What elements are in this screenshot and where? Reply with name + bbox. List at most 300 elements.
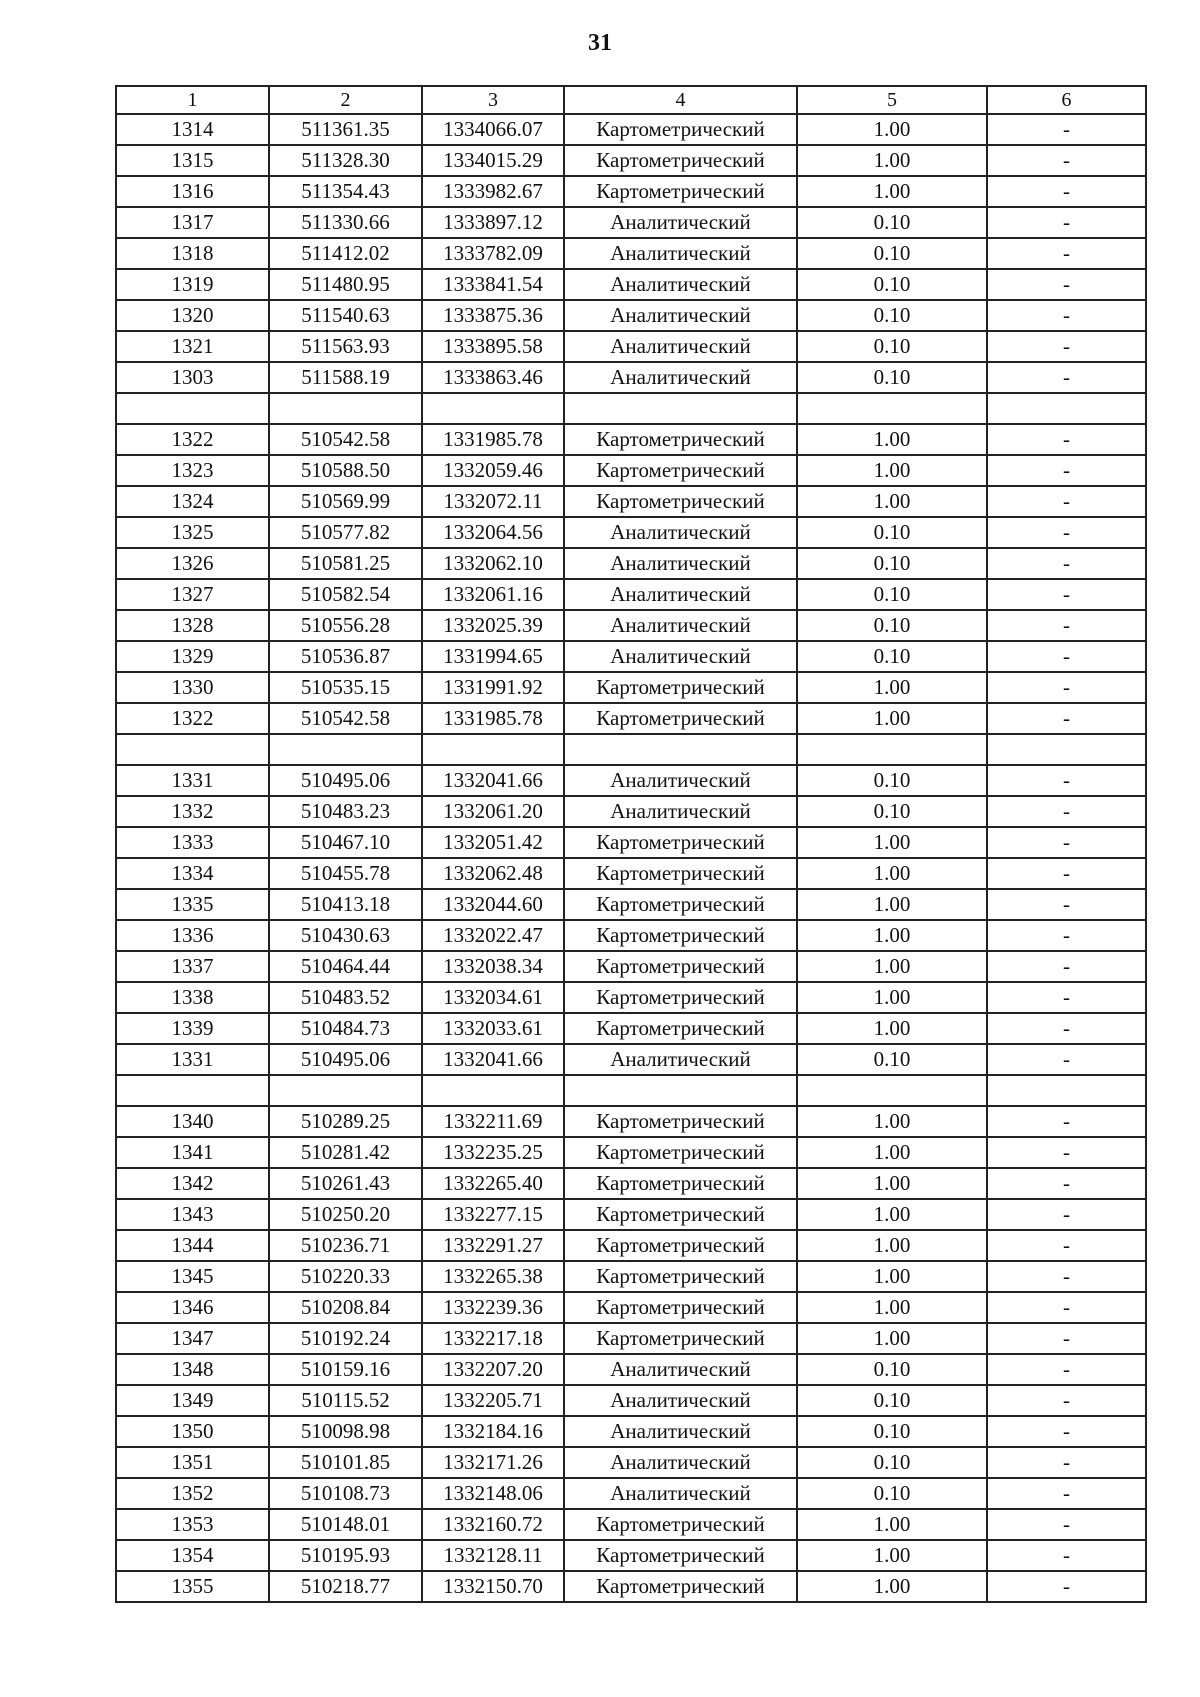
table-row (116, 1354, 1146, 1385)
coordinates-table (115, 85, 1147, 1603)
x-coordinate-cell: 510542.58 (269, 703, 422, 734)
accuracy-cell: 1.00 (797, 1137, 987, 1168)
note-cell: - (987, 920, 1146, 951)
x-coordinate-cell: 510159.16 (269, 1354, 422, 1385)
accuracy-cell: 1.00 (797, 920, 987, 951)
x-coordinate-cell: 511361.35 (269, 114, 422, 145)
point-number-cell: 1321 (116, 331, 269, 362)
method-cell: Картометрический (564, 1509, 797, 1540)
note-cell: - (987, 1478, 1146, 1509)
table-row (116, 889, 1146, 920)
method-cell: Картометрический (564, 672, 797, 703)
table-row (116, 1261, 1146, 1292)
table-row (116, 1292, 1146, 1323)
note-cell: - (987, 1261, 1146, 1292)
y-coordinate-cell (422, 1075, 564, 1106)
column-header: 3 (422, 86, 564, 114)
method-cell: Картометрический (564, 1013, 797, 1044)
note-cell: - (987, 1137, 1146, 1168)
accuracy-cell: 1.00 (797, 114, 987, 145)
accuracy-cell: 1.00 (797, 1292, 987, 1323)
point-number-cell: 1348 (116, 1354, 269, 1385)
note-cell: - (987, 1044, 1146, 1075)
x-coordinate-cell: 510577.82 (269, 517, 422, 548)
point-number-cell: 1319 (116, 269, 269, 300)
note-cell: - (987, 548, 1146, 579)
table-row (116, 982, 1146, 1013)
accuracy-cell (797, 1075, 987, 1106)
accuracy-cell: 1.00 (797, 486, 987, 517)
y-coordinate-cell: 1332148.06 (422, 1478, 564, 1509)
y-coordinate-cell: 1332171.26 (422, 1447, 564, 1478)
point-number-cell: 1345 (116, 1261, 269, 1292)
accuracy-cell: 0.10 (797, 207, 987, 238)
x-coordinate-cell: 510535.15 (269, 672, 422, 703)
note-cell: - (987, 1354, 1146, 1385)
point-number-cell: 1346 (116, 1292, 269, 1323)
accuracy-cell: 0.10 (797, 1447, 987, 1478)
method-cell: Картометрический (564, 1571, 797, 1602)
accuracy-cell: 1.00 (797, 1261, 987, 1292)
note-cell: - (987, 982, 1146, 1013)
accuracy-cell: 0.10 (797, 641, 987, 672)
page-number: 31 (588, 30, 612, 56)
method-cell: Аналитический (564, 548, 797, 579)
point-number-cell: 1329 (116, 641, 269, 672)
note-cell: - (987, 765, 1146, 796)
x-coordinate-cell: 510484.73 (269, 1013, 422, 1044)
point-number-cell: 1350 (116, 1416, 269, 1447)
y-coordinate-cell: 1332277.15 (422, 1199, 564, 1230)
table-row (116, 114, 1146, 145)
point-number-cell: 1323 (116, 455, 269, 486)
table-row (116, 207, 1146, 238)
x-coordinate-cell: 510495.06 (269, 1044, 422, 1075)
x-coordinate-cell: 510483.23 (269, 796, 422, 827)
method-cell (564, 734, 797, 765)
x-coordinate-cell: 511563.93 (269, 331, 422, 362)
accuracy-cell: 0.10 (797, 300, 987, 331)
method-cell: Картометрический (564, 1261, 797, 1292)
method-cell: Аналитический (564, 1385, 797, 1416)
point-number-cell: 1324 (116, 486, 269, 517)
y-coordinate-cell: 1332061.20 (422, 796, 564, 827)
point-number-cell: 1336 (116, 920, 269, 951)
x-coordinate-cell: 510208.84 (269, 1292, 422, 1323)
column-header: 5 (797, 86, 987, 114)
method-cell: Картометрический (564, 1540, 797, 1571)
note-cell: - (987, 641, 1146, 672)
note-cell: - (987, 238, 1146, 269)
table-row (116, 1013, 1146, 1044)
y-coordinate-cell: 1332184.16 (422, 1416, 564, 1447)
x-coordinate-cell: 510250.20 (269, 1199, 422, 1230)
x-coordinate-cell: 510218.77 (269, 1571, 422, 1602)
method-cell: Аналитический (564, 610, 797, 641)
point-number-cell: 1318 (116, 238, 269, 269)
accuracy-cell: 0.10 (797, 765, 987, 796)
method-cell: Аналитический (564, 331, 797, 362)
y-coordinate-cell: 1334015.29 (422, 145, 564, 176)
table-row (116, 1230, 1146, 1261)
table-row (116, 269, 1146, 300)
y-coordinate-cell: 1332217.18 (422, 1323, 564, 1354)
x-coordinate-cell: 510195.93 (269, 1540, 422, 1571)
accuracy-cell: 1.00 (797, 176, 987, 207)
table-row (116, 393, 1146, 424)
method-cell: Картометрический (564, 176, 797, 207)
y-coordinate-cell (422, 734, 564, 765)
table-row (116, 455, 1146, 486)
x-coordinate-cell: 510455.78 (269, 858, 422, 889)
note-cell: - (987, 672, 1146, 703)
accuracy-cell: 1.00 (797, 455, 987, 486)
method-cell: Картометрический (564, 1106, 797, 1137)
point-number-cell: 1322 (116, 703, 269, 734)
x-coordinate-cell (269, 393, 422, 424)
table-row (116, 1509, 1146, 1540)
y-coordinate-cell: 1332033.61 (422, 1013, 564, 1044)
x-coordinate-cell: 511328.30 (269, 145, 422, 176)
point-number-cell: 1337 (116, 951, 269, 982)
note-cell: - (987, 362, 1146, 393)
table-row (116, 1478, 1146, 1509)
y-coordinate-cell: 1334066.07 (422, 114, 564, 145)
x-coordinate-cell: 510495.06 (269, 765, 422, 796)
x-coordinate-cell: 510236.71 (269, 1230, 422, 1261)
table-row (116, 641, 1146, 672)
y-coordinate-cell: 1331991.92 (422, 672, 564, 703)
y-coordinate-cell: 1333982.67 (422, 176, 564, 207)
table-row (116, 920, 1146, 951)
point-number-cell: 1335 (116, 889, 269, 920)
point-number-cell: 1303 (116, 362, 269, 393)
accuracy-cell: 0.10 (797, 610, 987, 641)
x-coordinate-cell: 510281.42 (269, 1137, 422, 1168)
accuracy-cell: 0.10 (797, 548, 987, 579)
table-row (116, 517, 1146, 548)
method-cell: Картометрический (564, 827, 797, 858)
y-coordinate-cell: 1333863.46 (422, 362, 564, 393)
x-coordinate-cell: 510536.87 (269, 641, 422, 672)
note-cell: - (987, 889, 1146, 920)
table-row (116, 1137, 1146, 1168)
method-cell: Картометрический (564, 1137, 797, 1168)
point-number-cell: 1332 (116, 796, 269, 827)
point-number-cell: 1353 (116, 1509, 269, 1540)
y-coordinate-cell: 1333895.58 (422, 331, 564, 362)
x-coordinate-cell: 510556.28 (269, 610, 422, 641)
note-cell: - (987, 703, 1146, 734)
method-cell: Аналитический (564, 1447, 797, 1478)
method-cell: Картометрический (564, 703, 797, 734)
table-header-row (116, 86, 1146, 114)
table-row (116, 1075, 1146, 1106)
point-number-cell: 1316 (116, 176, 269, 207)
accuracy-cell: 1.00 (797, 1509, 987, 1540)
accuracy-cell: 1.00 (797, 1323, 987, 1354)
accuracy-cell: 0.10 (797, 238, 987, 269)
x-coordinate-cell: 510464.44 (269, 951, 422, 982)
x-coordinate-cell: 511540.63 (269, 300, 422, 331)
table-row (116, 765, 1146, 796)
note-cell: - (987, 1106, 1146, 1137)
y-coordinate-cell: 1332265.40 (422, 1168, 564, 1199)
x-coordinate-cell: 510588.50 (269, 455, 422, 486)
table-row (116, 703, 1146, 734)
column-header: 4 (564, 86, 797, 114)
point-number-cell: 1343 (116, 1199, 269, 1230)
note-cell: - (987, 269, 1146, 300)
method-cell: Аналитический (564, 765, 797, 796)
point-number-cell: 1330 (116, 672, 269, 703)
y-coordinate-cell: 1332062.10 (422, 548, 564, 579)
table-row (116, 548, 1146, 579)
x-coordinate-cell: 510192.24 (269, 1323, 422, 1354)
point-number-cell: 1314 (116, 114, 269, 145)
method-cell: Аналитический (564, 238, 797, 269)
y-coordinate-cell: 1331994.65 (422, 641, 564, 672)
accuracy-cell: 0.10 (797, 269, 987, 300)
accuracy-cell: 1.00 (797, 1106, 987, 1137)
table-row (116, 951, 1146, 982)
note-cell: - (987, 579, 1146, 610)
accuracy-cell: 1.00 (797, 1168, 987, 1199)
column-header: 6 (987, 86, 1146, 114)
point-number-cell (116, 734, 269, 765)
y-coordinate-cell: 1332150.70 (422, 1571, 564, 1602)
method-cell: Картометрический (564, 920, 797, 951)
note-cell: - (987, 827, 1146, 858)
y-coordinate-cell (422, 393, 564, 424)
note-cell: - (987, 300, 1146, 331)
table-row (116, 238, 1146, 269)
x-coordinate-cell: 510582.54 (269, 579, 422, 610)
point-number-cell: 1341 (116, 1137, 269, 1168)
y-coordinate-cell: 1332160.72 (422, 1509, 564, 1540)
note-cell: - (987, 455, 1146, 486)
table-row (116, 610, 1146, 641)
note-cell: - (987, 145, 1146, 176)
x-coordinate-cell: 511588.19 (269, 362, 422, 393)
method-cell: Аналитический (564, 517, 797, 548)
method-cell: Аналитический (564, 300, 797, 331)
method-cell: Картометрический (564, 424, 797, 455)
table-row (116, 672, 1146, 703)
note-cell: - (987, 1571, 1146, 1602)
accuracy-cell: 1.00 (797, 424, 987, 455)
y-coordinate-cell: 1332059.46 (422, 455, 564, 486)
y-coordinate-cell: 1332239.36 (422, 1292, 564, 1323)
point-number-cell: 1322 (116, 424, 269, 455)
x-coordinate-cell: 510413.18 (269, 889, 422, 920)
y-coordinate-cell: 1332051.42 (422, 827, 564, 858)
point-number-cell: 1315 (116, 145, 269, 176)
method-cell: Аналитический (564, 362, 797, 393)
accuracy-cell: 1.00 (797, 827, 987, 858)
note-cell: - (987, 517, 1146, 548)
note-cell: - (987, 207, 1146, 238)
y-coordinate-cell: 1331985.78 (422, 703, 564, 734)
column-header: 1 (116, 86, 269, 114)
note-cell: - (987, 1199, 1146, 1230)
method-cell: Аналитический (564, 579, 797, 610)
x-coordinate-cell: 511480.95 (269, 269, 422, 300)
y-coordinate-cell: 1332235.25 (422, 1137, 564, 1168)
y-coordinate-cell: 1331985.78 (422, 424, 564, 455)
table-row (116, 300, 1146, 331)
point-number-cell: 1344 (116, 1230, 269, 1261)
note-cell: - (987, 1292, 1146, 1323)
table-row (116, 145, 1146, 176)
method-cell (564, 393, 797, 424)
point-number-cell: 1325 (116, 517, 269, 548)
accuracy-cell (797, 393, 987, 424)
table-row (116, 331, 1146, 362)
accuracy-cell: 0.10 (797, 1044, 987, 1075)
y-coordinate-cell: 1333875.36 (422, 300, 564, 331)
method-cell: Картометрический (564, 889, 797, 920)
table-row (116, 1416, 1146, 1447)
point-number-cell: 1331 (116, 765, 269, 796)
method-cell: Картометрический (564, 1168, 797, 1199)
method-cell: Аналитический (564, 641, 797, 672)
table-row (116, 486, 1146, 517)
method-cell: Аналитический (564, 207, 797, 238)
accuracy-cell: 0.10 (797, 362, 987, 393)
table-row (116, 1571, 1146, 1602)
y-coordinate-cell: 1332041.66 (422, 765, 564, 796)
y-coordinate-cell: 1332038.34 (422, 951, 564, 982)
table-row (116, 362, 1146, 393)
x-coordinate-cell: 510108.73 (269, 1478, 422, 1509)
method-cell: Аналитический (564, 1416, 797, 1447)
accuracy-cell: 0.10 (797, 1385, 987, 1416)
accuracy-cell: 1.00 (797, 1199, 987, 1230)
table-row (116, 1385, 1146, 1416)
accuracy-cell: 1.00 (797, 1571, 987, 1602)
table-row (116, 1447, 1146, 1478)
table-row (116, 1168, 1146, 1199)
table-row (116, 734, 1146, 765)
note-cell: - (987, 858, 1146, 889)
y-coordinate-cell: 1333841.54 (422, 269, 564, 300)
table-row (116, 858, 1146, 889)
point-number-cell: 1326 (116, 548, 269, 579)
x-coordinate-cell: 511412.02 (269, 238, 422, 269)
point-number-cell: 1354 (116, 1540, 269, 1571)
y-coordinate-cell: 1332062.48 (422, 858, 564, 889)
table-row (116, 1199, 1146, 1230)
table-row (116, 1323, 1146, 1354)
point-number-cell: 1320 (116, 300, 269, 331)
x-coordinate-cell: 510483.52 (269, 982, 422, 1013)
method-cell: Картометрический (564, 455, 797, 486)
accuracy-cell: 1.00 (797, 982, 987, 1013)
point-number-cell: 1355 (116, 1571, 269, 1602)
accuracy-cell: 0.10 (797, 517, 987, 548)
accuracy-cell: 1.00 (797, 703, 987, 734)
note-cell: - (987, 796, 1146, 827)
accuracy-cell: 0.10 (797, 1478, 987, 1509)
accuracy-cell (797, 734, 987, 765)
method-cell: Картометрический (564, 982, 797, 1013)
method-cell (564, 1075, 797, 1106)
x-coordinate-cell (269, 734, 422, 765)
x-coordinate-cell: 510101.85 (269, 1447, 422, 1478)
y-coordinate-cell: 1332044.60 (422, 889, 564, 920)
accuracy-cell: 1.00 (797, 889, 987, 920)
method-cell: Картометрический (564, 1199, 797, 1230)
x-coordinate-cell: 511330.66 (269, 207, 422, 238)
accuracy-cell: 1.00 (797, 951, 987, 982)
x-coordinate-cell: 510115.52 (269, 1385, 422, 1416)
point-number-cell: 1352 (116, 1478, 269, 1509)
method-cell: Аналитический (564, 269, 797, 300)
accuracy-cell: 1.00 (797, 1230, 987, 1261)
accuracy-cell: 0.10 (797, 331, 987, 362)
point-number-cell (116, 1075, 269, 1106)
note-cell: - (987, 951, 1146, 982)
note-cell: - (987, 331, 1146, 362)
point-number-cell: 1342 (116, 1168, 269, 1199)
y-coordinate-cell: 1332072.11 (422, 486, 564, 517)
method-cell: Картометрический (564, 1323, 797, 1354)
method-cell: Картометрический (564, 114, 797, 145)
method-cell: Картометрический (564, 951, 797, 982)
table-row (116, 1540, 1146, 1571)
accuracy-cell: 0.10 (797, 579, 987, 610)
point-number-cell: 1351 (116, 1447, 269, 1478)
note-cell: - (987, 114, 1146, 145)
note-cell: - (987, 1385, 1146, 1416)
point-number-cell: 1317 (116, 207, 269, 238)
x-coordinate-cell: 510261.43 (269, 1168, 422, 1199)
note-cell (987, 734, 1146, 765)
y-coordinate-cell: 1333897.12 (422, 207, 564, 238)
x-coordinate-cell: 510467.10 (269, 827, 422, 858)
x-coordinate-cell: 510289.25 (269, 1106, 422, 1137)
note-cell: - (987, 1013, 1146, 1044)
note-cell: - (987, 610, 1146, 641)
y-coordinate-cell: 1332291.27 (422, 1230, 564, 1261)
note-cell: - (987, 1447, 1146, 1478)
note-cell: - (987, 1323, 1146, 1354)
y-coordinate-cell: 1332211.69 (422, 1106, 564, 1137)
note-cell: - (987, 1509, 1146, 1540)
note-cell: - (987, 424, 1146, 455)
y-coordinate-cell: 1333782.09 (422, 238, 564, 269)
accuracy-cell: 0.10 (797, 796, 987, 827)
y-coordinate-cell: 1332061.16 (422, 579, 564, 610)
point-number-cell: 1333 (116, 827, 269, 858)
column-header: 2 (269, 86, 422, 114)
note-cell: - (987, 176, 1146, 207)
point-number-cell: 1338 (116, 982, 269, 1013)
y-coordinate-cell: 1332022.47 (422, 920, 564, 951)
method-cell: Картометрический (564, 486, 797, 517)
x-coordinate-cell: 510430.63 (269, 920, 422, 951)
x-coordinate-cell: 510542.58 (269, 424, 422, 455)
accuracy-cell: 0.10 (797, 1416, 987, 1447)
y-coordinate-cell: 1332034.61 (422, 982, 564, 1013)
table-row (116, 1106, 1146, 1137)
x-coordinate-cell: 510220.33 (269, 1261, 422, 1292)
x-coordinate-cell (269, 1075, 422, 1106)
table-row (116, 1044, 1146, 1075)
note-cell: - (987, 486, 1146, 517)
method-cell: Аналитический (564, 1354, 797, 1385)
